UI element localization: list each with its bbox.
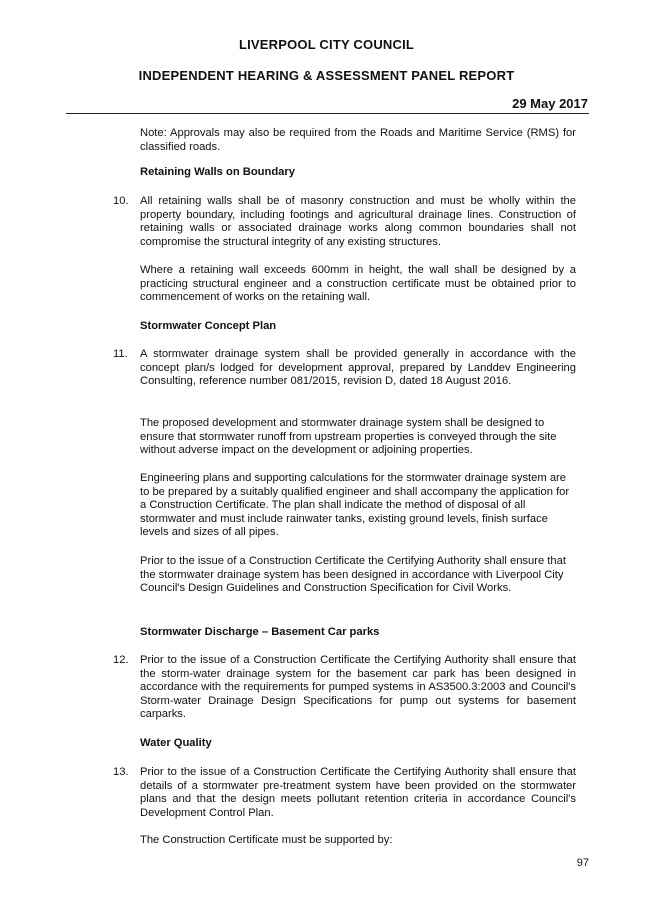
condition-12-paragraph-1: Prior to the issue of a Construction Certificate the Certifying Authority shall ensure that the storm-water drainage system for the basement car park has been designed in accordance with the requirements for pumped systems in AS3500.3:2003 and Council's Storm-water Drainage Design Specifications for pump out systems for basement carparks. [140,654,576,721]
condition-10-paragraph-2: Where a retaining wall exceeds 600mm in height, the wall shall be designed by a practicing structural engineer and a construction certificate must be obtained prior to commencement of works on the retaining wall. [140,264,576,304]
condition-number-12: 12. [113,654,129,666]
condition-11-paragraph-4: Prior to the issue of a Construction Certificate the Certifying Authority shall ensure that the stormwater drainage system has been designed in accordance with Liverpool City Council's Design Guidelines and Construction Specification for Civil Works. [140,555,566,595]
condition-number-13: 13. [113,766,129,778]
header-divider [66,113,589,114]
report-date: 29 May 2017 [512,96,588,111]
condition-13-paragraph-1: Prior to the issue of a Construction Certificate the Certifying Authority shall ensure that details of a stormwater pre-treatment system have been provided on the stormwater plans and that the design meets pollutant retention criteria in accordance Council's Development Control Plan. [140,766,576,819]
condition-number-11: 11. [113,348,128,360]
section-heading-retaining-walls: Retaining Walls on Boundary [140,166,295,178]
condition-number-10: 10. [113,195,129,207]
condition-13-paragraph-2: The Construction Certificate must be supported by: [140,834,393,846]
condition-11-paragraph-2: The proposed development and stormwater drainage system shall be designed to ensure that stormwater runoff from upstream properties is conveyed through the site without adverse impact on the development or adjoining properties. [140,417,557,457]
rms-note: Note: Approvals may also be required from the Roads and Maritime Service (RMS) for classified roads. [140,127,576,153]
section-heading-stormwater-discharge: Stormwater Discharge – Basement Car parks [140,626,380,638]
council-name: LIVERPOOL CITY COUNCIL [238,37,415,52]
section-heading-water-quality: Water Quality [140,737,212,749]
page-number: 97 [576,857,589,869]
condition-10-paragraph-1: All retaining walls shall be of masonry construction and must be wholly within the property boundary, including footings and agricultural drainage lines. Construction of retaining walls or associated drainage works along common boundaries shall not compromise the structural integrity of any existing structures. [140,195,576,248]
report-title: INDEPENDENT HEARING & ASSESSMENT PANEL REPORT [138,68,515,83]
condition-11-paragraph-1: A stormwater drainage system shall be provided generally in accordance with the concept plan/s lodged for development approval, prepared by Landdev Engineering Consulting, reference number 081/2015, revision D, dated 18 August 2016. [140,348,576,388]
section-heading-stormwater-concept-plan: Stormwater Concept Plan [140,320,277,332]
condition-11-paragraph-3: Engineering plans and supporting calculations for the stormwater drainage system are to be prepared by a suitably qualified engineer and shall accompany the application for a Construction Certificate. The plan shall indicate the method of disposal of all stormwater and must include rainwater tanks, existing ground levels, finish surface levels and sizes of all pipes. [140,472,570,539]
